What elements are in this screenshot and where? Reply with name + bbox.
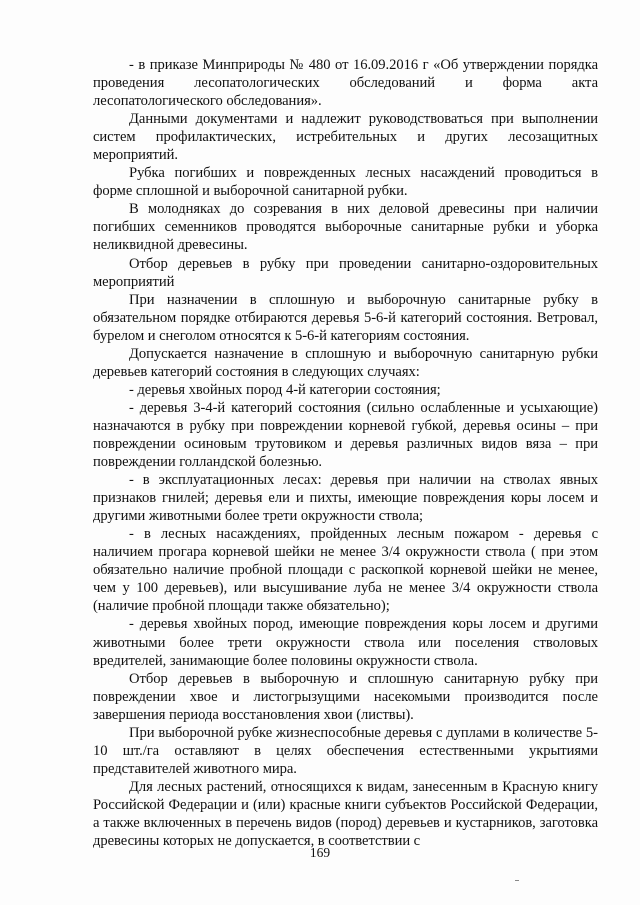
paragraph-hollow-trees: При выборочной рубке жизнеспособные деревья с дуплами в количестве 5-10 шт./га оставляют в целях обеспечения естественными укрытиями представителей животного мира. bbox=[93, 724, 598, 777]
list-item-bark-damage: - деревья хвойных пород, имеющие повреждения коры лосем и другими животными более трети окружности ствола или поселения стволовых вредителей, занимающие более половины окружности ствола. bbox=[93, 616, 598, 669]
paragraph-young-stands: В молодняках до созревания в них деловой древесины при наличии погибших семенников проводятся выборочные санитарные рубки и уборка неликвидной древесины. bbox=[93, 201, 598, 254]
list-item-fire-damaged: - в лесных насаждениях, пройденных лесным пожаром - деревья с наличием прогара корневой шейки не менее 3/4 окружности ствола ( при этом обязательно наличие пробной площади с раскопкой корневой шейки не менее, чем у 100 деревьев), или высушивание луба не менее 3/4 окружности ствола (наличие пробной площади также обязательно); bbox=[93, 526, 598, 615]
page-number: 169 bbox=[309, 845, 331, 860]
paragraph-mandatory-selection: При назначении в сплошную и выборочную санитарные рубку в обязательном порядке отбираются деревья 5-6-й категорий состояния. Ветровал, бурелом и снеголом относятся к 5-6-й категориям состояния. bbox=[93, 291, 598, 344]
list-item-weakened-trees: - деревья 3-4-й категорий состояния (сильно ослабленные и усыхающие) назначаются в рубку при повреждении корневой губкой, деревья осины – при повреждении осиновым трутовиком и деревья различных видов вяза – при повреждении голландской болезнью. bbox=[93, 399, 598, 471]
list-item-operational-forests: - в эксплуатационных лесах: деревья при наличии на стволах явных признаков гнилей; деревья ели и пихты, имеющие повреждения коры лосем и другими животными более трети окружности ствола; bbox=[93, 472, 598, 525]
paragraph-felling-forms: Рубка погибших и поврежденных лесных насаждений проводиться в форме сплошной и выборочной санитарной рубки. bbox=[93, 165, 598, 200]
paragraph-order-reference: - в приказе Минприроды № 480 от 16.09.2016 г «Об утверждении порядка проведения лесопатологических обследований и форма акта лесопатологического обследования». bbox=[93, 57, 598, 110]
list-item-conifers: - деревья хвойных пород 4-й категории состояния; bbox=[129, 381, 441, 398]
paragraph-selection-heading: Отбор деревьев в рубку при проведении санитарно-оздоровительных мероприятий bbox=[93, 255, 598, 290]
scan-speck bbox=[515, 880, 519, 881]
paragraph-allowed-cases: Допускается назначение в сплошную и выборочную санитарную рубки деревьев категорий состояния в следующих случаях: bbox=[93, 345, 598, 380]
body-text bbox=[93, 56, 598, 850]
paragraph-red-book: Для лесных растений, относящихся к видам, занесенным в Красную книгу Российской Федерации и (или) красные книги субъектов Российской Федерации, а также включенных в перечень видов (пород) деревьев и кустарников, заготовка древесины которых не допускается, в соответствии с bbox=[93, 778, 598, 850]
paragraph-defoliators: Отбор деревьев в выборочную и сплошную санитарную рубку при повреждении хвое и листогрызущими насекомыми производится после завершения периода восстановления хвои (листвы). bbox=[93, 670, 598, 723]
paragraph-guidance-documents: Данными документами и надлежит руководствоваться при выполнении систем профилактических, истребительных и других лесозащитных мероприятий. bbox=[93, 111, 598, 164]
